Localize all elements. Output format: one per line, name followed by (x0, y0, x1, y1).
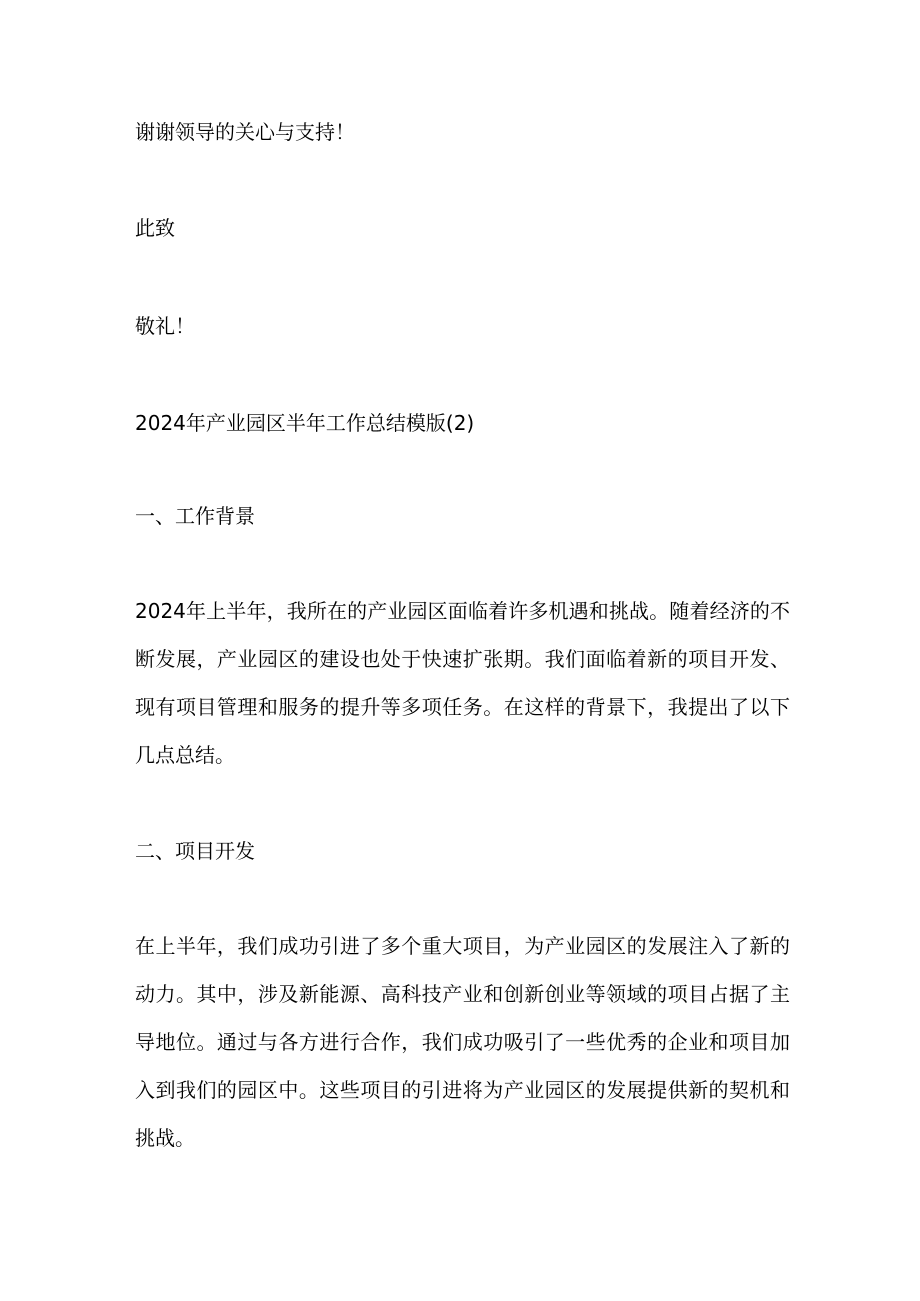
section-heading-projects: 二、项目开发 (135, 839, 255, 863)
closing-salute: 敬礼！ (135, 314, 195, 338)
section-paragraph-background: 2024年上半年，我所在的产业园区面临着许多机遇和挑战。随着经济的不断发展，产业园区的建设也处于快速扩张期。我们面临着新的项目开发、现有项目管理和服务的提升等多项任务。在这样的背景下，我提出了以下几点总结。 (135, 599, 790, 767)
closing-regards: 此致 (135, 216, 175, 240)
document-title: 2024年产业园区半年工作总结模版(2) (135, 411, 475, 435)
section-heading-background: 一、工作背景 (135, 504, 255, 528)
closing-thanks: 谢谢领导的关心与支持！ (135, 120, 355, 144)
section-paragraph-projects: 在上半年，我们成功引进了多个重大项目，为产业园区的发展注入了新的动力。其中，涉及新能源、高科技产业和创新创业等领域的项目占据了主导地位。通过与各方进行合作，我们成功吸引了一些优秀的企业和项目加入到我们的园区中。这些项目的引进将为产业园区的发展提供新的契机和挑战。 (135, 934, 790, 1150)
